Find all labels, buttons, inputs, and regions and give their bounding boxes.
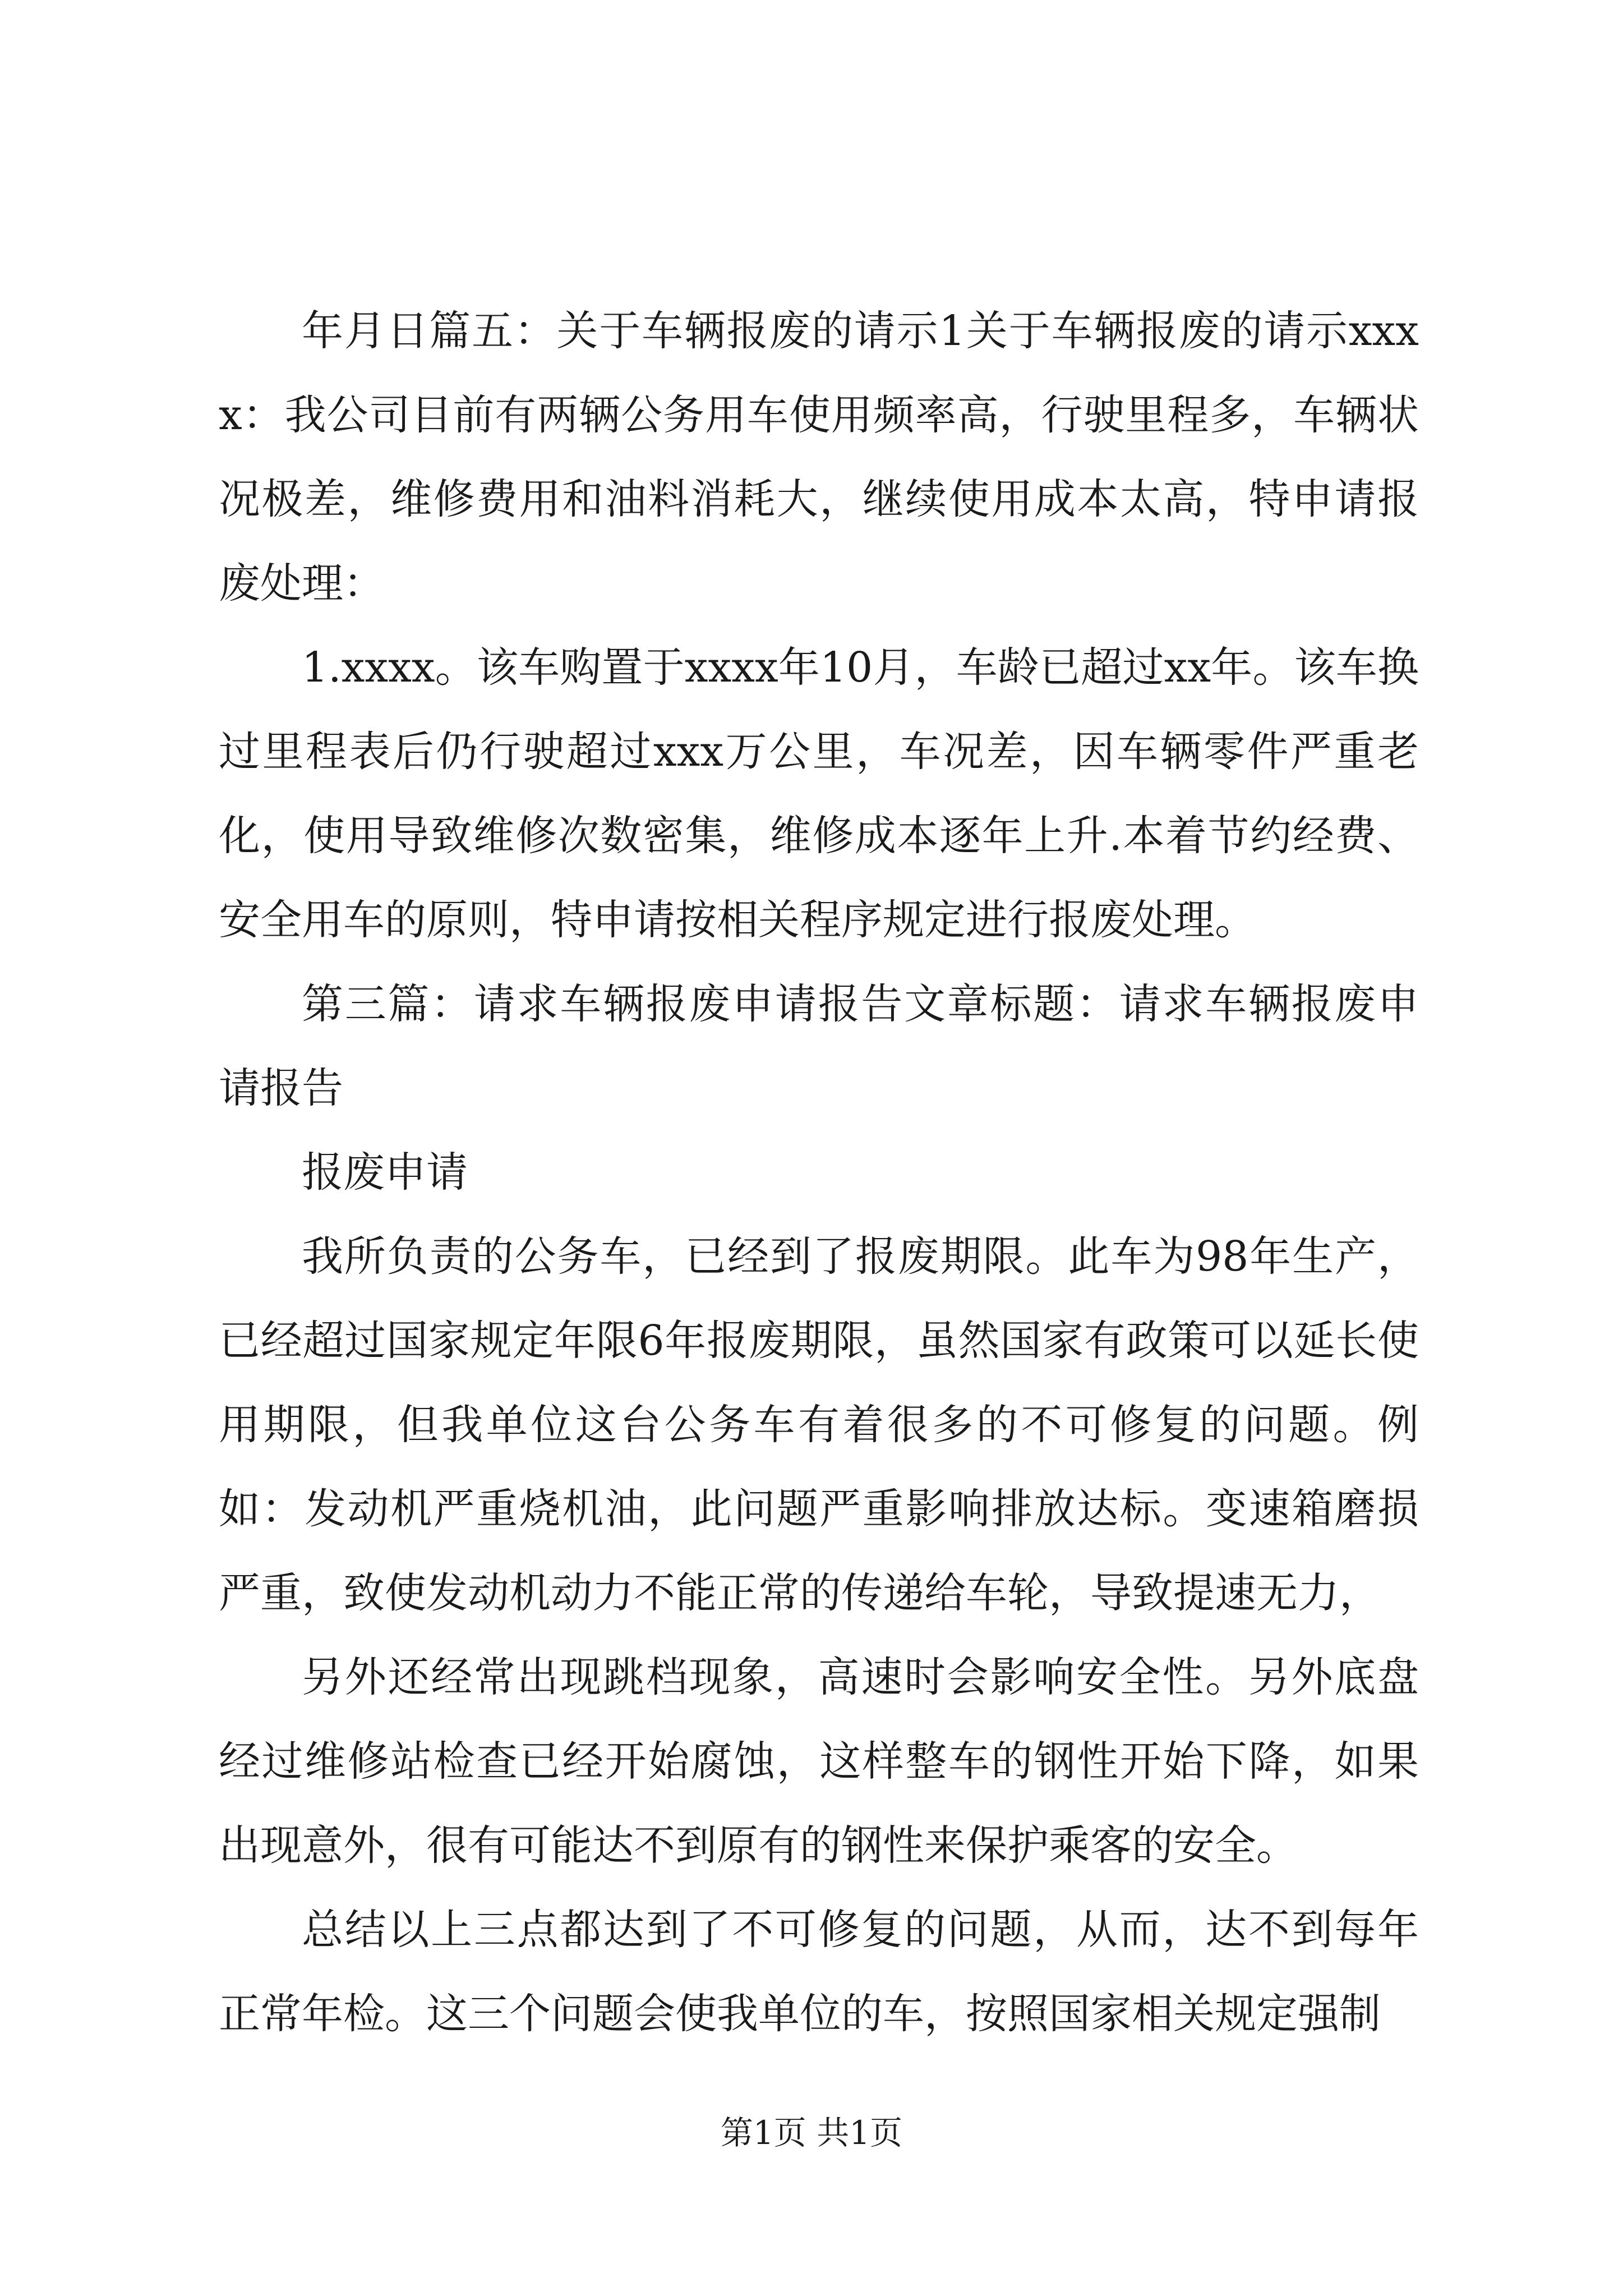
paragraph-4: 报废申请	[302, 1148, 468, 1197]
paragraph-5: 我所负责的公务车，已经到了报废期限。此车为98年生产，已经超过国家规定年限6年报废期限，虽然国家有政策可以延长使用期限，但我单位这台公务车有着很多的不可修复的问题。例如：发动机严重烧机油，此问题严重影响排放达标。变速箱磨损严重，致使发动机动力不能正常的传递给车轮，导致提速无力，	[219, 1232, 1419, 1617]
paragraph-2: 1.xxxx。该车购置于xxxx年10月，车龄已超过xx年。该车换过里程表后仍行驶超过xxx万公里，车况差，因车辆零件严重老化，使用导致维修次数密集，维修成本逐年上升.本着节约经费、安全用车的原则，特申请按相关程序规定进行报废处理。	[219, 643, 1419, 944]
paragraph-3: 第三篇：请求车辆报废申请报告文章标题：请求车辆报废申请报告	[219, 980, 1419, 1112]
paragraph-6: 另外还经常出现跳档现象，高速时会影响安全性。另外底盘经过维修站检查已经开始腐蚀，这样整车的钢性开始下降，如果出现意外，很有可能达不到原有的钢性来保护乘客的安全。	[219, 1653, 1419, 1870]
page-footer: 第1页 共1页	[720, 2114, 903, 2152]
paragraph-1: 年月日篇五：关于车辆报废的请示1关于车辆报废的请示xxxx：我公司目前有两辆公务用车使用频率高，行驶里程多，车辆状况极差，维修费用和油料消耗大，继续使用成本太高，特申请报废处理：	[219, 307, 1419, 608]
document-body	[219, 289, 1419, 2056]
paragraph-7: 总结以上三点都达到了不可修复的问题，从而，达不到每年正常年检。这三个问题会使我单位的车，按照国家相关规定强制	[219, 1906, 1419, 2038]
